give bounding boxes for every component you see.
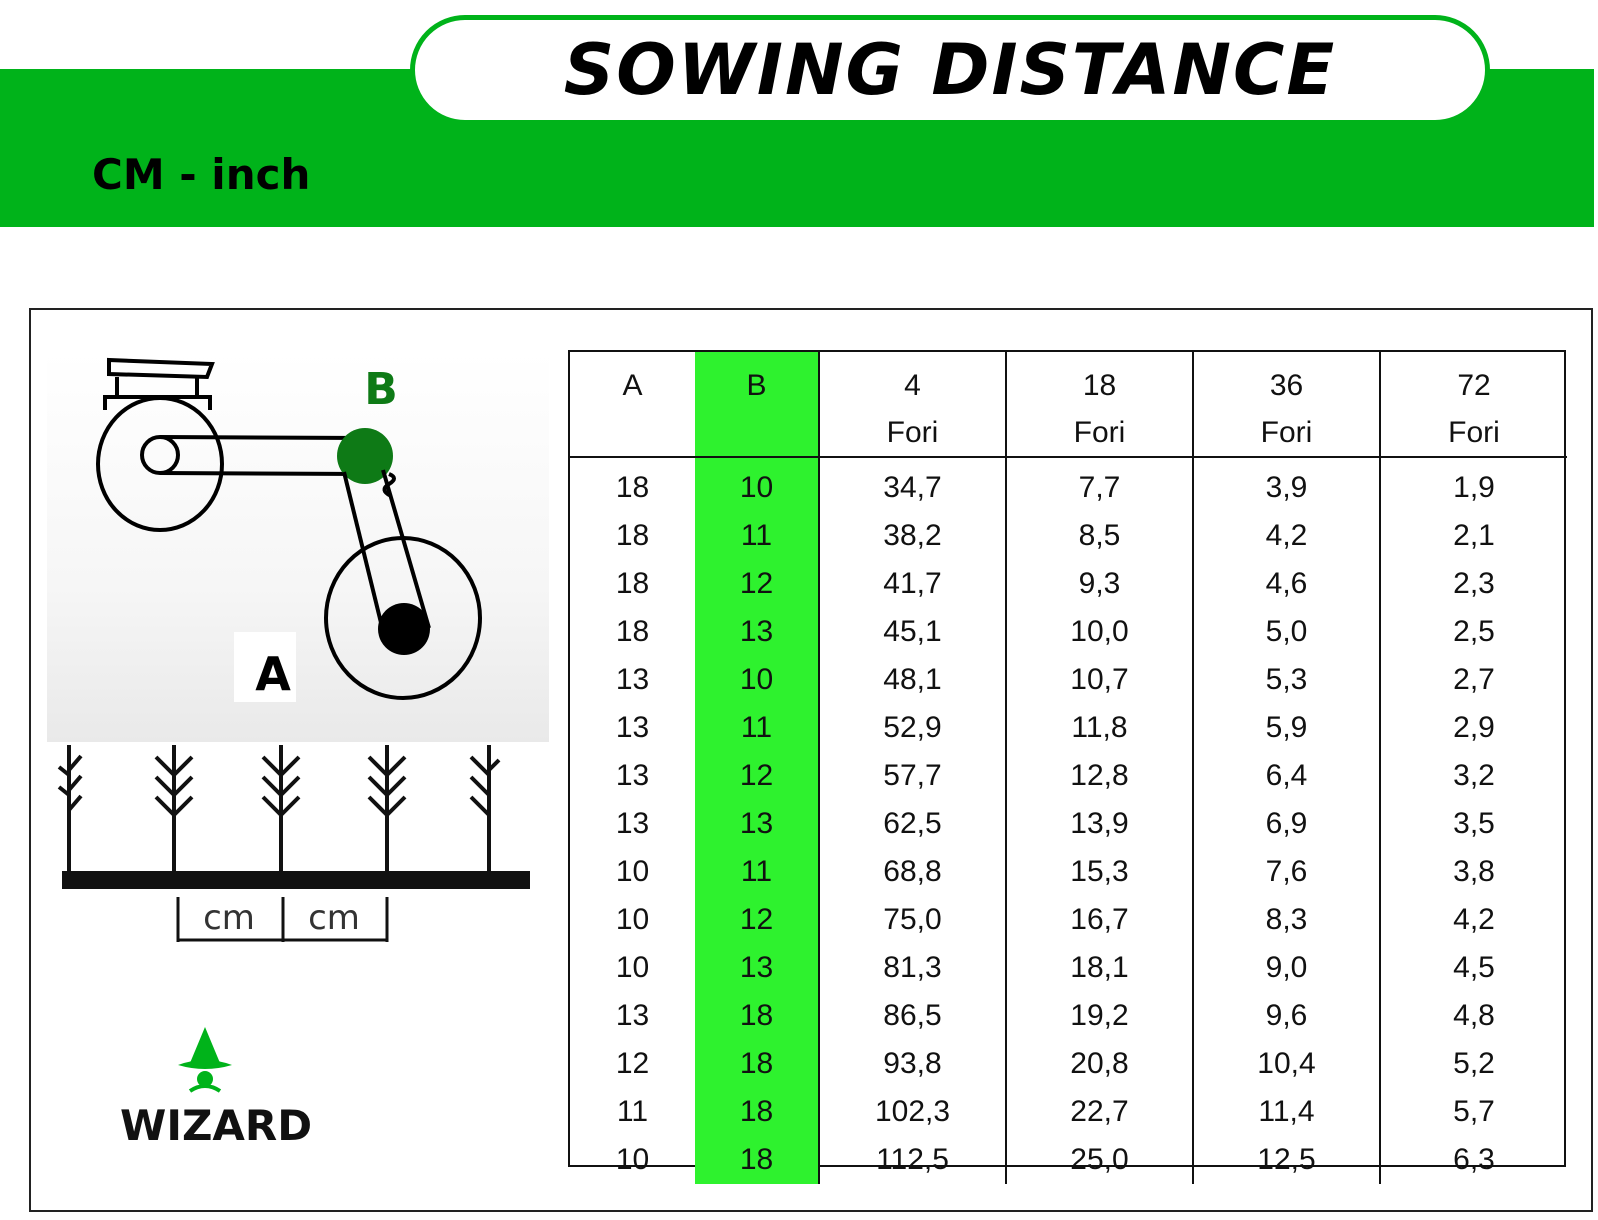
table-cell-col-72-fori: 2,9	[1453, 711, 1495, 744]
table-cell-col-36-fori: 5,3	[1193, 656, 1380, 704]
table-row	[570, 848, 1567, 896]
table-cell-col-4-fori: 48,1	[819, 656, 1006, 704]
table-cell-col-18-fori: 22,7	[1006, 1088, 1193, 1136]
table-cell-col-72-fori: 6,3	[1453, 1143, 1495, 1176]
header-top-label: B	[746, 369, 767, 402]
table-cell-col-72-fori: 2,3	[1453, 567, 1495, 600]
table-row	[570, 800, 1567, 848]
table-cell-col-b: 18	[695, 992, 819, 1040]
table-row	[570, 992, 1567, 1040]
table-cell-col-a: 18	[615, 519, 650, 552]
table-cell-col-72-fori: 2,7	[1453, 663, 1495, 696]
table-cell-col-a: 13	[615, 759, 650, 792]
table-cell-col-36-fori: 3,9	[1193, 457, 1380, 512]
table-cell-col-4-fori: 86,5	[819, 992, 1006, 1040]
table-cell-col-b: 18	[695, 1040, 819, 1088]
table-row	[570, 1088, 1567, 1136]
wizard-hat-icon	[120, 1025, 290, 1105]
table-cell-col-4-fori: 62,5	[819, 800, 1006, 848]
table-cell-col-18-fori: 8,5	[1006, 512, 1193, 560]
header-bottom-label: Fori	[1073, 416, 1126, 449]
table-cell-col-18-fori: 10,0	[1006, 608, 1193, 656]
table-cell-col-18-fori: 7,7	[1006, 457, 1193, 512]
table-cell-col-72-fori: 2,1	[1453, 519, 1495, 552]
table-row	[570, 608, 1567, 656]
header-bottom-label: Fori	[1448, 416, 1500, 449]
title-banner	[410, 15, 1490, 125]
table-cell-col-4-fori: 102,3	[819, 1088, 1006, 1136]
table-cell-col-b: 13	[695, 944, 819, 992]
table-cell-col-72-fori: 3,2	[1453, 759, 1495, 792]
table-row	[570, 1136, 1567, 1184]
table-row	[570, 896, 1567, 944]
table-cell-col-36-fori: 11,4	[1193, 1088, 1380, 1136]
header-top-label: 4	[904, 369, 921, 402]
table-cell-col-a: 13	[615, 807, 650, 840]
ground-line	[62, 871, 530, 889]
table-cell-col-b: 13	[695, 800, 819, 848]
table-cell-col-b: 18	[695, 1088, 819, 1136]
table-cell-col-a: 10	[615, 855, 650, 888]
table-cell-col-4-fori: 112,5	[819, 1136, 1006, 1184]
table-cell-col-b: 10	[695, 457, 819, 512]
table-row	[570, 457, 1567, 512]
table-cell-col-a: 13	[615, 999, 650, 1032]
table-cell-col-18-fori: 12,8	[1006, 752, 1193, 800]
table-cell-col-4-fori: 68,8	[819, 848, 1006, 896]
table-cell-col-a: 18	[615, 615, 650, 648]
table-cell-col-a: 18	[615, 471, 650, 504]
units-label: CM - inch	[92, 150, 311, 199]
table-row	[570, 560, 1567, 608]
table-cell-col-36-fori: 6,9	[1193, 800, 1380, 848]
table-cell-col-72-fori: 3,8	[1453, 855, 1495, 888]
table-cell-col-b: 11	[695, 704, 819, 752]
table-cell-col-36-fori: 4,6	[1193, 560, 1380, 608]
sowing-table-container	[568, 350, 1566, 1176]
header-col-36-fori	[1193, 352, 1380, 457]
table-cell-col-18-fori: 25,0	[1006, 1136, 1193, 1184]
table-cell-col-36-fori: 9,0	[1193, 944, 1380, 992]
table-cell-col-a: 11	[616, 1095, 649, 1128]
table-cell-col-72-fori: 5,2	[1453, 1047, 1495, 1080]
header-top-label: 72	[1457, 369, 1491, 402]
wizard-logo	[120, 1025, 313, 1150]
table-cell-col-36-fori: 5,9	[1193, 704, 1380, 752]
plant-icons	[59, 745, 499, 875]
crop-spacing-diagram	[47, 745, 549, 975]
table-cell-col-72-fori: 1,9	[1453, 471, 1495, 504]
table-cell-col-b: 12	[695, 752, 819, 800]
header-col-b	[695, 352, 819, 457]
table-cell-col-18-fori: 13,9	[1006, 800, 1193, 848]
page-title: SOWING DISTANCE	[563, 29, 1337, 111]
sprocket-diagram	[47, 352, 549, 742]
table-row	[570, 752, 1567, 800]
table-cell-col-72-fori: 5,7	[1453, 1095, 1495, 1128]
table-cell-col-4-fori: 81,3	[819, 944, 1006, 992]
table-row	[570, 1040, 1567, 1088]
table-cell-col-4-fori: 34,7	[819, 457, 1006, 512]
table-cell-col-18-fori: 9,3	[1006, 560, 1193, 608]
header-bottom-label	[570, 409, 695, 456]
table-cell-col-b: 12	[695, 896, 819, 944]
table-cell-col-18-fori: 20,8	[1006, 1040, 1193, 1088]
table-cell-col-36-fori: 8,3	[1193, 896, 1380, 944]
table-cell-col-72-fori: 3,5	[1453, 807, 1495, 840]
table-cell-col-a: 18	[615, 567, 650, 600]
table-cell-col-18-fori: 11,8	[1006, 704, 1193, 752]
table-cell-col-b: 10	[695, 656, 819, 704]
table-cell-col-b: 18	[695, 1136, 819, 1184]
table-row	[570, 512, 1567, 560]
table-cell-col-36-fori: 7,6	[1193, 848, 1380, 896]
table-cell-col-18-fori: 10,7	[1006, 656, 1193, 704]
table-cell-col-18-fori: 19,2	[1006, 992, 1193, 1040]
table-cell-col-72-fori: 4,5	[1453, 951, 1495, 984]
cm-label-1: cm	[203, 898, 255, 938]
table-cell-col-18-fori: 18,1	[1006, 944, 1193, 992]
table-cell-col-4-fori: 52,9	[819, 704, 1006, 752]
table-cell-col-36-fori: 4,2	[1193, 512, 1380, 560]
header-top-label: A	[622, 369, 643, 402]
table-row	[570, 944, 1567, 992]
table-cell-col-b: 11	[695, 512, 819, 560]
header-bottom-label	[695, 409, 818, 456]
table-cell-col-4-fori: 38,2	[819, 512, 1006, 560]
header-col-a	[570, 352, 695, 457]
header-top-label: 36	[1269, 369, 1304, 402]
header-col-18-fori	[1006, 352, 1193, 457]
table-cell-col-4-fori: 57,7	[819, 752, 1006, 800]
table-cell-col-36-fori: 6,4	[1193, 752, 1380, 800]
header-bottom-label: Fori	[886, 416, 939, 449]
table-cell-col-a: 10	[615, 951, 650, 984]
table-cell-col-4-fori: 93,8	[819, 1040, 1006, 1088]
table-row	[570, 656, 1567, 704]
table-header-row	[570, 352, 1567, 457]
table-cell-col-a: 13	[615, 663, 650, 696]
header-col-72-fori	[1380, 352, 1567, 457]
table-cell-col-18-fori: 15,3	[1006, 848, 1193, 896]
table-cell-col-b: 13	[695, 608, 819, 656]
table-cell-col-36-fori: 10,4	[1193, 1040, 1380, 1088]
table-cell-col-72-fori: 4,8	[1453, 999, 1495, 1032]
label-a: A	[255, 647, 291, 701]
sowing-distance-table	[570, 352, 1567, 1184]
table-cell-col-a: 12	[615, 1047, 650, 1080]
table-cell-col-b: 12	[695, 560, 819, 608]
logo-text: WIZARD	[120, 1101, 313, 1150]
table-cell-col-36-fori: 12,5	[1193, 1136, 1380, 1184]
cm-label-2: cm	[308, 898, 360, 938]
table-cell-col-36-fori: 9,6	[1193, 992, 1380, 1040]
table-cell-col-4-fori: 45,1	[819, 608, 1006, 656]
table-cell-col-72-fori: 2,5	[1453, 615, 1495, 648]
table-cell-col-a: 10	[615, 1143, 650, 1176]
label-b: B	[364, 364, 398, 415]
header-top-label: 18	[1082, 369, 1117, 402]
table-cell-col-72-fori: 4,2	[1453, 903, 1495, 936]
table-row	[570, 704, 1567, 752]
header-col-4-fori	[819, 352, 1006, 457]
header-bottom-label: Fori	[1260, 416, 1313, 449]
table-cell-col-18-fori: 16,7	[1006, 896, 1193, 944]
table-cell-col-4-fori: 41,7	[819, 560, 1006, 608]
table-cell-col-4-fori: 75,0	[819, 896, 1006, 944]
table-cell-col-b: 11	[695, 848, 819, 896]
table-cell-col-a: 13	[615, 711, 650, 744]
table-cell-col-36-fori: 5,0	[1193, 608, 1380, 656]
table-cell-col-a: 10	[615, 903, 650, 936]
